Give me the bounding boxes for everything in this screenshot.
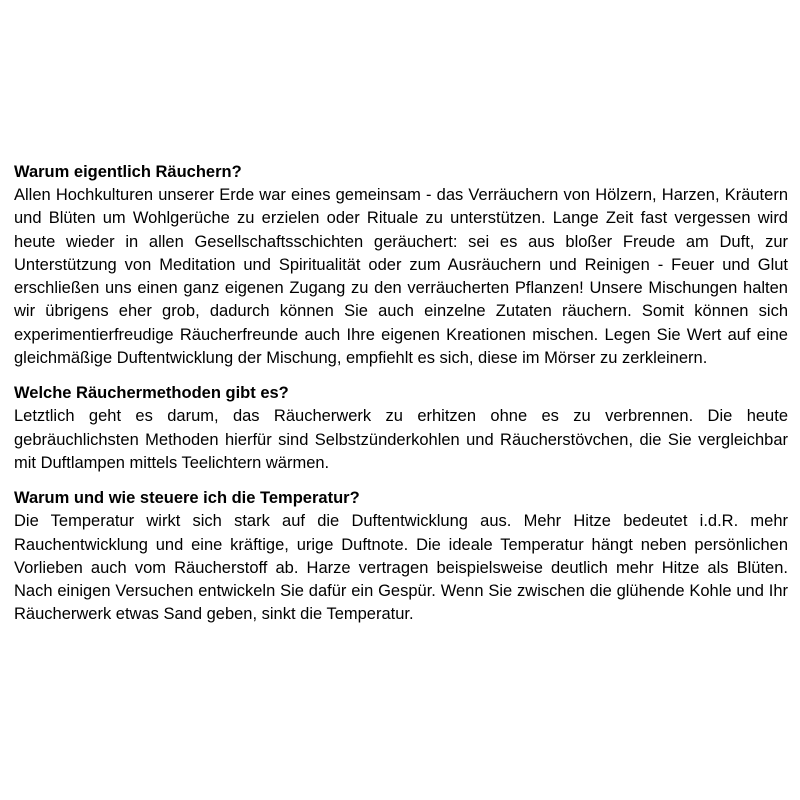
section-paragraph: Allen Hochkulturen unserer Erde war eines gemeinsam - das Verräuchern von Hölzern, Harzen, Kräutern und Blüten um Wohlgerüche zu erzielen oder Rituale zu unterstützen. Lange Zeit fast vergessen wird heute wieder in allen Gesellschaftsschichten geräuchert: sei es aus bloßer Freude am Duft, zur Unterstützung von Meditation und Spiritualität oder zum Ausräuchern und Reinigen - Feuer und Glut erschließen uns einen ganz eigenen Zugang zu den verräucherten Pflanzen! Unsere Mischungen halten wir übrigens eher grob, dadurch können Sie auch einzelne Zutaten räuchern. Somit können sich experimentierfreudige Räucherfreunde auch Ihre eigenen Kreationen mischen. Legen Sie Wert auf eine gleichmäßige Duftentwicklung der Mischung, empfiehlt es sich, diese im Mörser zu zerkleinern. <box>14 186 788 368</box>
section-heading: Warum und wie steuere ich die Temperatur? <box>14 489 360 508</box>
section-raeuchermethoden <box>14 382 788 475</box>
section-paragraph: Die Temperatur wirkt sich stark auf die Duftentwicklung aus. Mehr Hitze bedeutet i.d.R. mehr Rauchentwicklung und eine kräftige, urige Duftnote. Die ideale Temperatur hängt neben persönlichen Vorlieben auch vom Räucherstoff ab. Harze vertragen beispielsweise deutlich mehr Hitze als Blüten. Nach einigen Versuchen entwickeln Sie dafür ein Gespür. Wenn Sie zwischen die glühende Kohle und Ihr Räucherwerk etwas Sand geben, sinkt die Temperatur. <box>14 512 788 624</box>
section-heading: Warum eigentlich Räuchern? <box>14 163 242 181</box>
section-paragraph: Letztlich geht es darum, das Räucherwerk zu erhitzen ohne es zu verbrennen. Die heute gebräuchlichsten Methoden hierfür sind Selbstzünderkohlen und Räucherstövchen, die Sie vergleichbar mit Duftlampen mittels Teelichtern wärmen. <box>14 407 788 472</box>
section-heading: Welche Räuchermethoden gibt es? <box>14 384 289 403</box>
section-temperatur <box>14 487 788 626</box>
document-page <box>14 161 788 639</box>
section-warum-raeuchern <box>14 161 788 370</box>
